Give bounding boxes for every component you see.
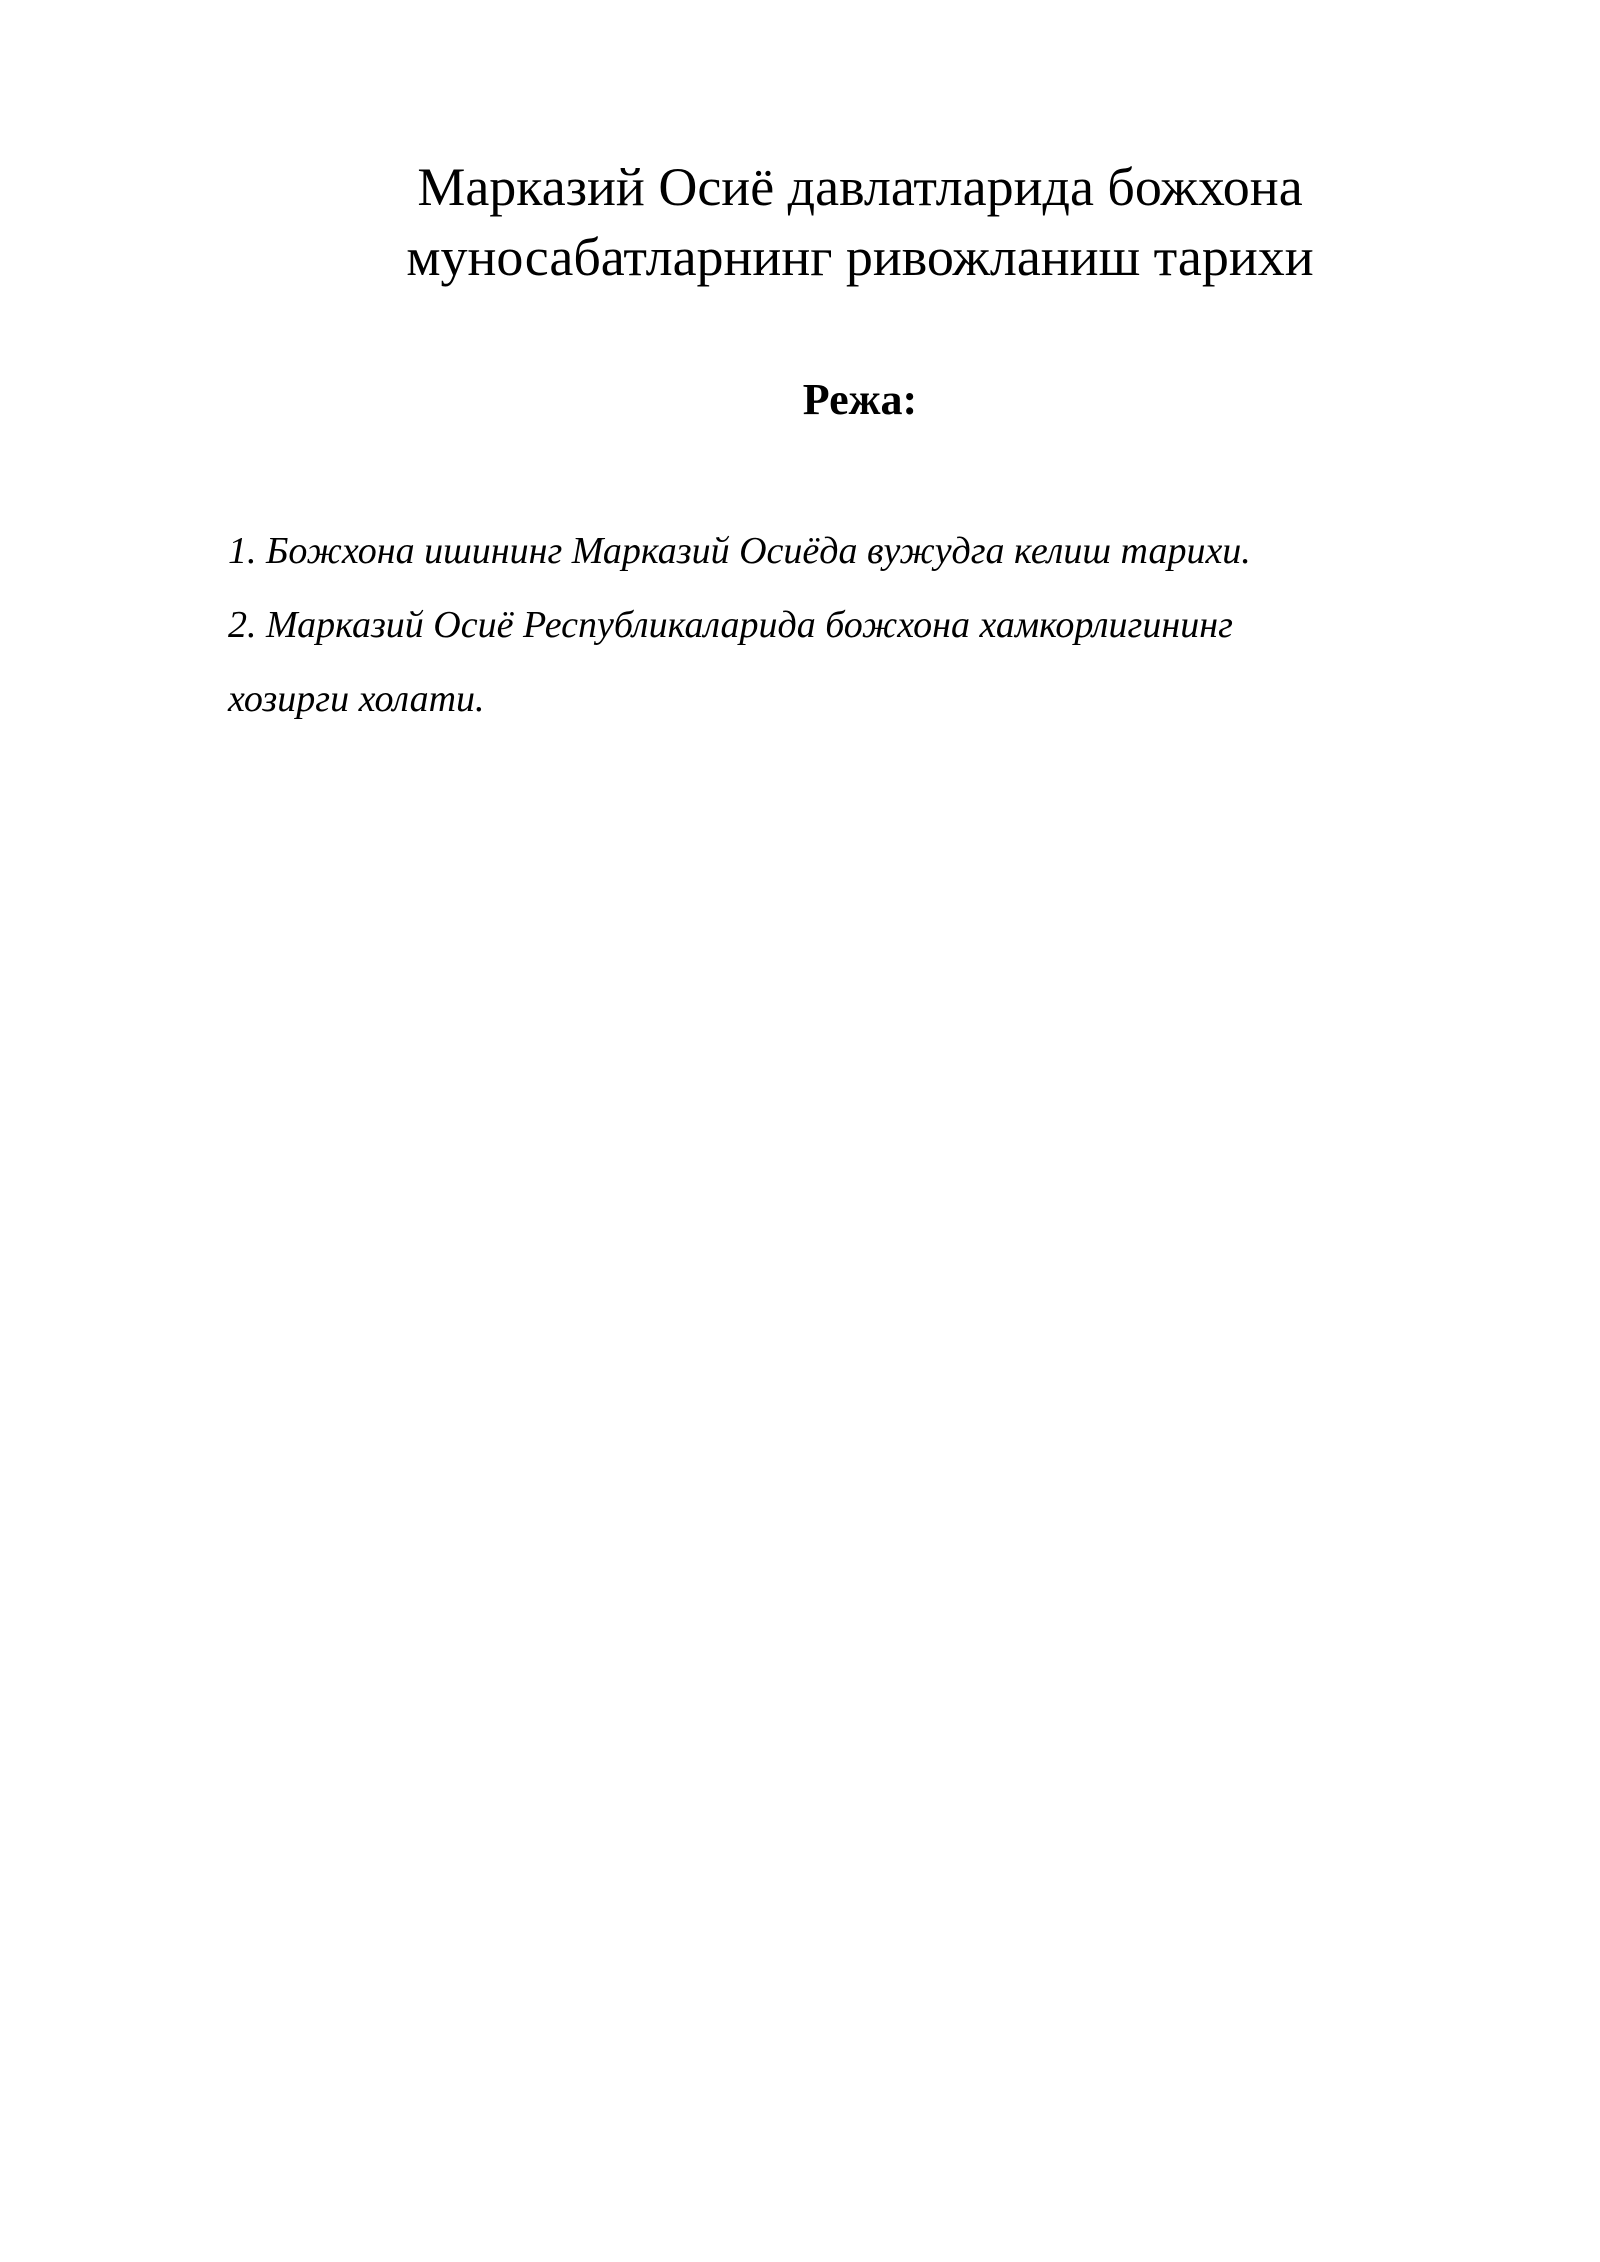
plan-heading: Режа: (802, 375, 918, 424)
document-title (300, 152, 1420, 292)
title-line-1: Марказий Осиё давлатларида божхона (417, 157, 1303, 217)
plan-item-1: 1. Божхона ишининг Марказий Осиёда вужудга келиш тарихи. (228, 530, 1251, 572)
title-line-2: муносабатларнинг ривожланиш тарихи (406, 227, 1314, 287)
plan-list (228, 514, 1408, 736)
plan-item-2: 2. Марказий Осиё Республикаларида божхона хамкорлигининг (228, 604, 1233, 646)
plan-item-2-continued: хозирги холати. (228, 678, 485, 720)
